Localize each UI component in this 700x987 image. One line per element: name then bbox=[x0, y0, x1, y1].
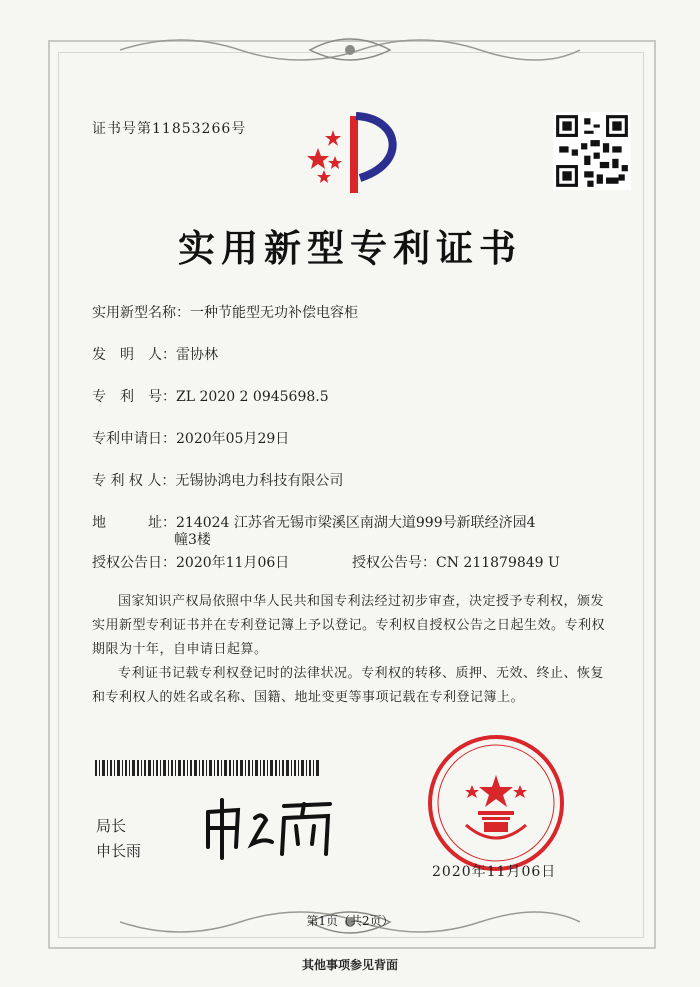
patentee: 无锡协鸿电力科技有限公司 bbox=[175, 473, 344, 489]
row-patentee bbox=[92, 471, 343, 491]
patentee-label: 专 利 权 人： bbox=[92, 473, 176, 489]
paragraph-grant-statement: 国家知识产权局依照中华人民共和国专利法经过初步审查，决定授予专利权，颁发实用新型专利证书并在专利登记簿上予以登记。专利权自授权公告之日起生效。专利权期限为十年，自申请日起算。 bbox=[92, 594, 606, 657]
grant-announce-date: 2020年11月06日 bbox=[176, 555, 290, 571]
grant-announce-date-label: 授权公告日： bbox=[92, 555, 176, 571]
handwritten-signature bbox=[200, 792, 350, 862]
row-grant-announce-date bbox=[92, 553, 289, 573]
signatory-title: 局长 bbox=[96, 817, 127, 835]
patent-number-label: 专 利 号： bbox=[92, 389, 176, 405]
row-patent-number bbox=[92, 387, 329, 407]
top-ornament bbox=[120, 30, 580, 70]
patent-number: ZL 2020 2 0945698.5 bbox=[176, 389, 329, 405]
seal-date: 2020年11月06日 bbox=[432, 864, 557, 880]
paragraph-legal-status: 专利证书记载专利权登记时的法律状况。专利权的转移、质押、无效、终止、恢复和专利权人的姓名或名称、国籍、地址变更等事项记载在专利登记簿上。 bbox=[92, 666, 605, 705]
inventor-label: 发 明 人： bbox=[92, 347, 176, 363]
official-seal bbox=[426, 733, 566, 873]
grant-announce-number-label: 授权公告号： bbox=[352, 555, 436, 571]
certificate-title: 实用新型专利证书 bbox=[178, 226, 522, 270]
page-number: 第1页（共2页） bbox=[306, 914, 394, 928]
signatory-name: 申长雨 bbox=[96, 842, 142, 860]
inventor: 雷协林 bbox=[176, 347, 218, 363]
address-line2: 幢3楼 bbox=[174, 532, 211, 548]
certificate-number: 证书号第11853266号 bbox=[92, 121, 247, 137]
utility-model-name-label: 实用新型名称： bbox=[92, 305, 190, 321]
filing-date-label: 专利申请日： bbox=[92, 431, 176, 447]
grant-announce-number: CN 211879849 U bbox=[436, 555, 560, 571]
row-filing-date bbox=[92, 429, 289, 449]
footnote: 其他事项参见背面 bbox=[301, 958, 398, 972]
barcode bbox=[95, 760, 320, 776]
address-label: 地 址： bbox=[92, 515, 176, 531]
qr-code bbox=[553, 112, 631, 190]
row-inventor bbox=[92, 345, 218, 365]
row-utility-model-name bbox=[92, 303, 358, 323]
row-address bbox=[92, 513, 536, 533]
utility-model-name: 一种节能型无功补偿电容柜 bbox=[190, 305, 358, 321]
filing-date: 2020年05月29日 bbox=[176, 431, 290, 447]
address-line1: 214024 江苏省无锡市梁溪区南湖大道999号新联经济园4 bbox=[176, 515, 536, 531]
cnipa-logo bbox=[300, 108, 410, 198]
row-grant-announce-number bbox=[352, 553, 560, 573]
